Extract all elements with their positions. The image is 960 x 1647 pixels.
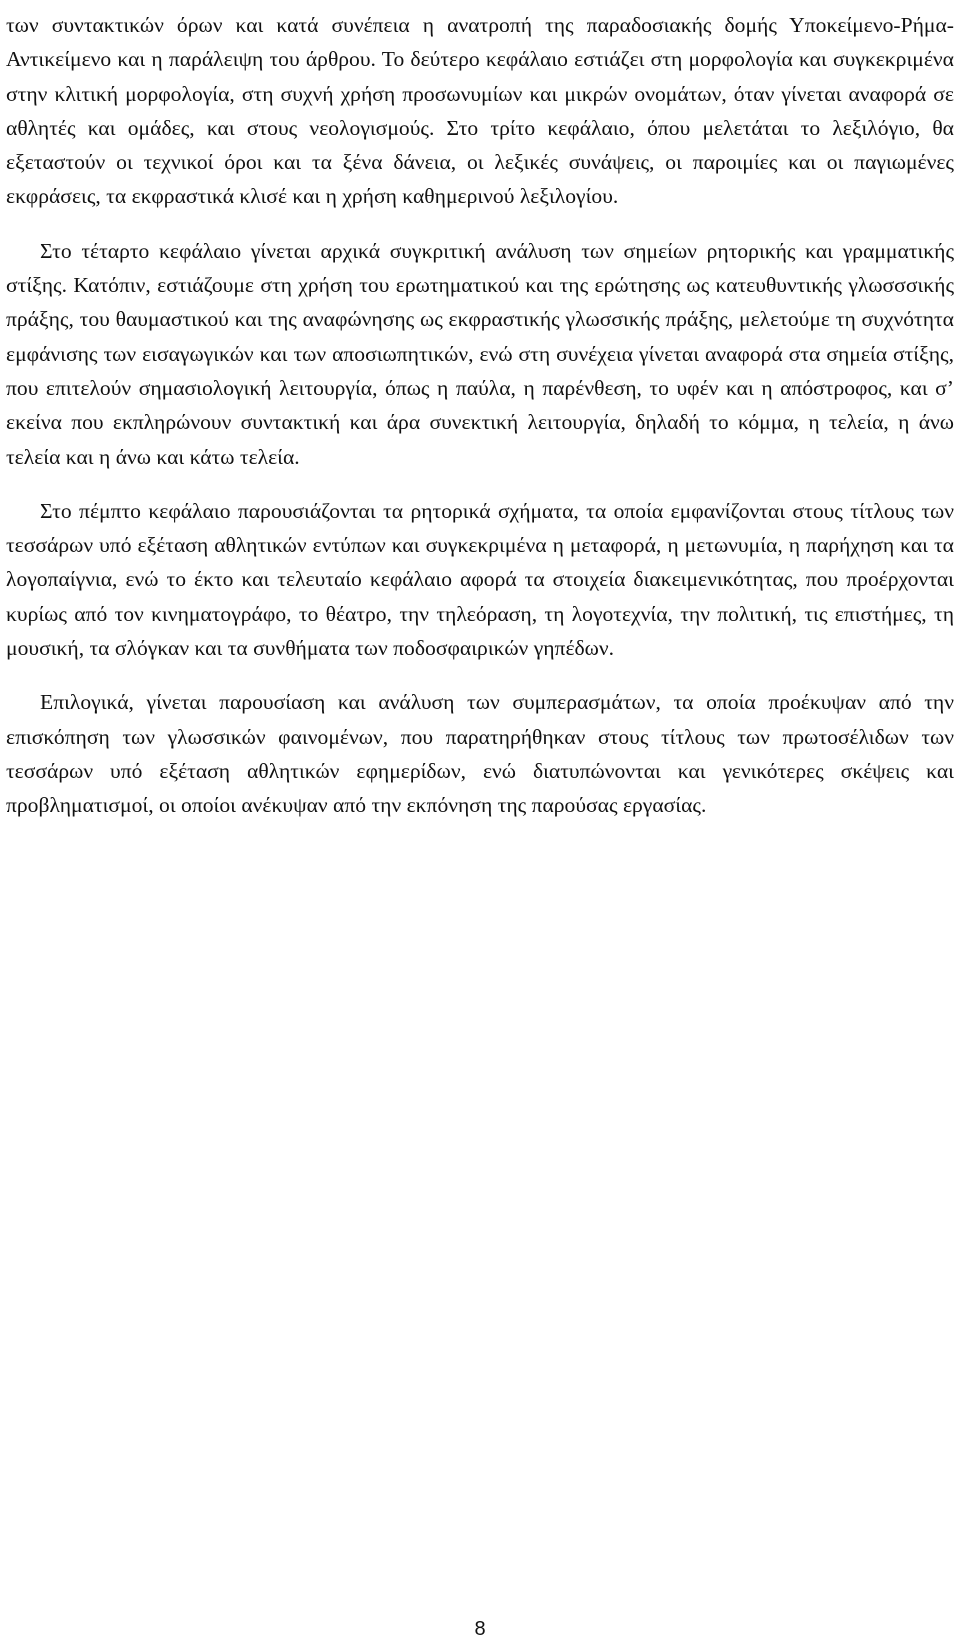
paragraph-continuation: των συντακτικών όρων και κατά συνέπεια η ανατροπή της παραδοσιακής δομής Υποκείμενο-Ρήμα-Αντικείμενο και η παράλειψη του άρθρου. Το δεύτερο κεφάλαιο εστιάζει στη μορφολογία και συγκεκριμένα στην κλιτική μορφολογία, στη συχνή χρήση προσωνυμίων και μικρών ονομάτων, όταν γίνεται αναφορά σε αθλητές και ομάδες, και στους νεολογισμούς. Στο τρίτο κεφάλαιο, όπου μελετάται το λεξιλόγιο, θα εξεταστούν οι τεχνικοί όροι και τα ξένα δάνεια, οι λεξικές συνάψεις, οι παροιμίες και οι παγιωμένες εκφράσεις, τα εκφραστικά κλισέ και η χρήση καθημερινού λεξιλογίου. — [6, 13, 954, 209]
page-number: 8 — [474, 1618, 486, 1640]
body-text — [6, 8, 954, 823]
paragraph-chapter-five: Στο πέμπτο κεφάλαιο παρουσιάζονται τα ρητορικά σχήματα, τα οποία εμφανίζονται στους τίτλους των τεσσάρων υπό εξέταση αθλητικών εντύπων και συγκεκριμένα η μεταφορά, η μετωνυμία, η παρήχηση και τα λογοπαίγνια, ενώ το έκτο και τελευταίο κεφάλαιο αφορά τα στοιχεία διακειμενικότητας, που προέρχονται κυρίως από τον κινηματογράφο, το θέατρο, την τηλεόραση, τη λογοτεχνία, την πολιτική, τις επιστήμες, τη μουσική, τα σλόγκαν και τα συνθήματα των ποδοσφαιρικών γηπέδων. — [6, 498, 954, 661]
paragraph-chapter-four: Στο τέταρτο κεφάλαιο γίνεται αρχικά συγκριτική ανάλυση των σημείων ρητορικής και γραμματικής στίξης. Κατόπιν, εστιάζουμε στη χρήση του ερωτηματικού και της ερώτησης ως κατευθυντικής γλωσσσικής πράξης, του θαυμαστικού και της αναφώνησης ως εκφραστικής γλωσσικής πράξης, μελετούμε τη συχνότητα εμφάνισης των εισαγωγικών και των αποσιωπητικών, ενώ στη συνέχεια γίνεται αναφορά στα σημεία στίξης, που επιτελούν σημασιολογική λειτουργία, όπως η παύλα, η παρένθεση, το υφέν και η απόστροφος, και σ’ εκείνα που εκπληρώνουν συντακτική και άρα συνεκτική λειτουργία, δηλαδή το κόμμα, η τελεία, η άνω τελεία και η άνω και κάτω τελεία. — [6, 238, 954, 469]
paragraph-conclusion: Επιλογικά, γίνεται παρουσίαση και ανάλυση των συμπερασμάτων, τα οποία προέκυψαν από την επισκόπηση των γλωσσικών φαινομένων, που παρατηρήθηκαν στους τίτλους των πρωτοσέλιδων των τεσσάρων υπό εξέταση αθλητικών εφημερίδων, ενώ διατυπώνονται και γενικότερες σκέψεις και προβληματισμοί, οι οποίοι ανέκυψαν από την εκπόνηση της παρούσας εργασίας. — [6, 690, 954, 818]
